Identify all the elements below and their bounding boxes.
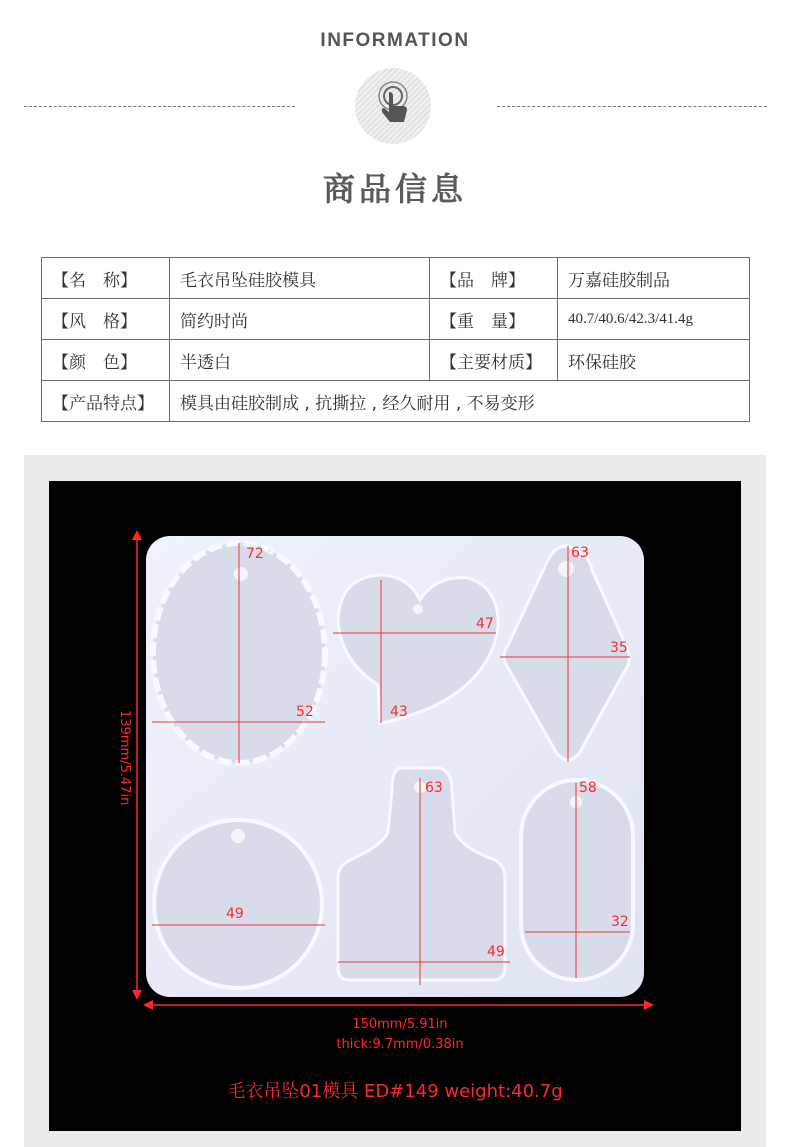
oval-cavity <box>152 543 325 763</box>
oval-width-label: 52 <box>296 704 314 720</box>
spec-label: 【风 格】 <box>42 299 170 340</box>
product-caption: 毛衣吊坠01模具 ED#149 weight:40.7g <box>227 1081 563 1102</box>
heart-width-label: 47 <box>476 616 494 632</box>
rounded-cavity <box>521 780 633 980</box>
height-arrow <box>132 530 142 1000</box>
width-dimension-label: 150mm/5.91in <box>352 1017 448 1032</box>
width-arrow <box>143 1000 654 1010</box>
spec-value: 万嘉硅胶制品 <box>558 258 750 299</box>
spec-label: 【颜 色】 <box>42 340 170 381</box>
circle-dia-label: 49 <box>226 906 244 922</box>
spec-value: 简约时尚 <box>170 299 430 340</box>
spec-label: 【重 量】 <box>430 299 558 340</box>
product-info-title: 商品信息 <box>322 170 467 208</box>
information-heading: INFORMATION <box>320 30 470 51</box>
tag-height-label: 63 <box>425 780 443 796</box>
rounded-width-label: 32 <box>611 914 629 930</box>
diamond-height-label: 63 <box>571 545 589 561</box>
diamond-width-label: 35 <box>610 640 628 656</box>
spec-value: 半透白 <box>170 340 430 381</box>
spec-label: 【产品特点】 <box>42 381 170 422</box>
spec-value: 毛衣吊坠硅胶模具 <box>170 258 430 299</box>
spec-value: 环保硅胶 <box>558 340 750 381</box>
spec-value: 40.7/40.6/42.3/41.4g <box>558 299 750 340</box>
spec-label: 【名 称】 <box>42 258 170 299</box>
spec-label: 【主要材质】 <box>430 340 558 381</box>
heart-height-label: 43 <box>390 704 408 720</box>
height-dimension-label: 139mm/5.47in <box>117 710 132 806</box>
circle-cavity <box>152 820 325 988</box>
rounded-height-label: 58 <box>579 780 597 796</box>
spec-label: 【品 牌】 <box>430 258 558 299</box>
thickness-label: thick:9.7mm/0.38in <box>336 1037 464 1052</box>
spec-value: 模具由硅胶制成 , 抗撕拉 , 经久耐用 , 不易变形 <box>170 381 750 422</box>
tag-width-label: 49 <box>487 944 505 960</box>
oval-height-label: 72 <box>246 546 264 562</box>
